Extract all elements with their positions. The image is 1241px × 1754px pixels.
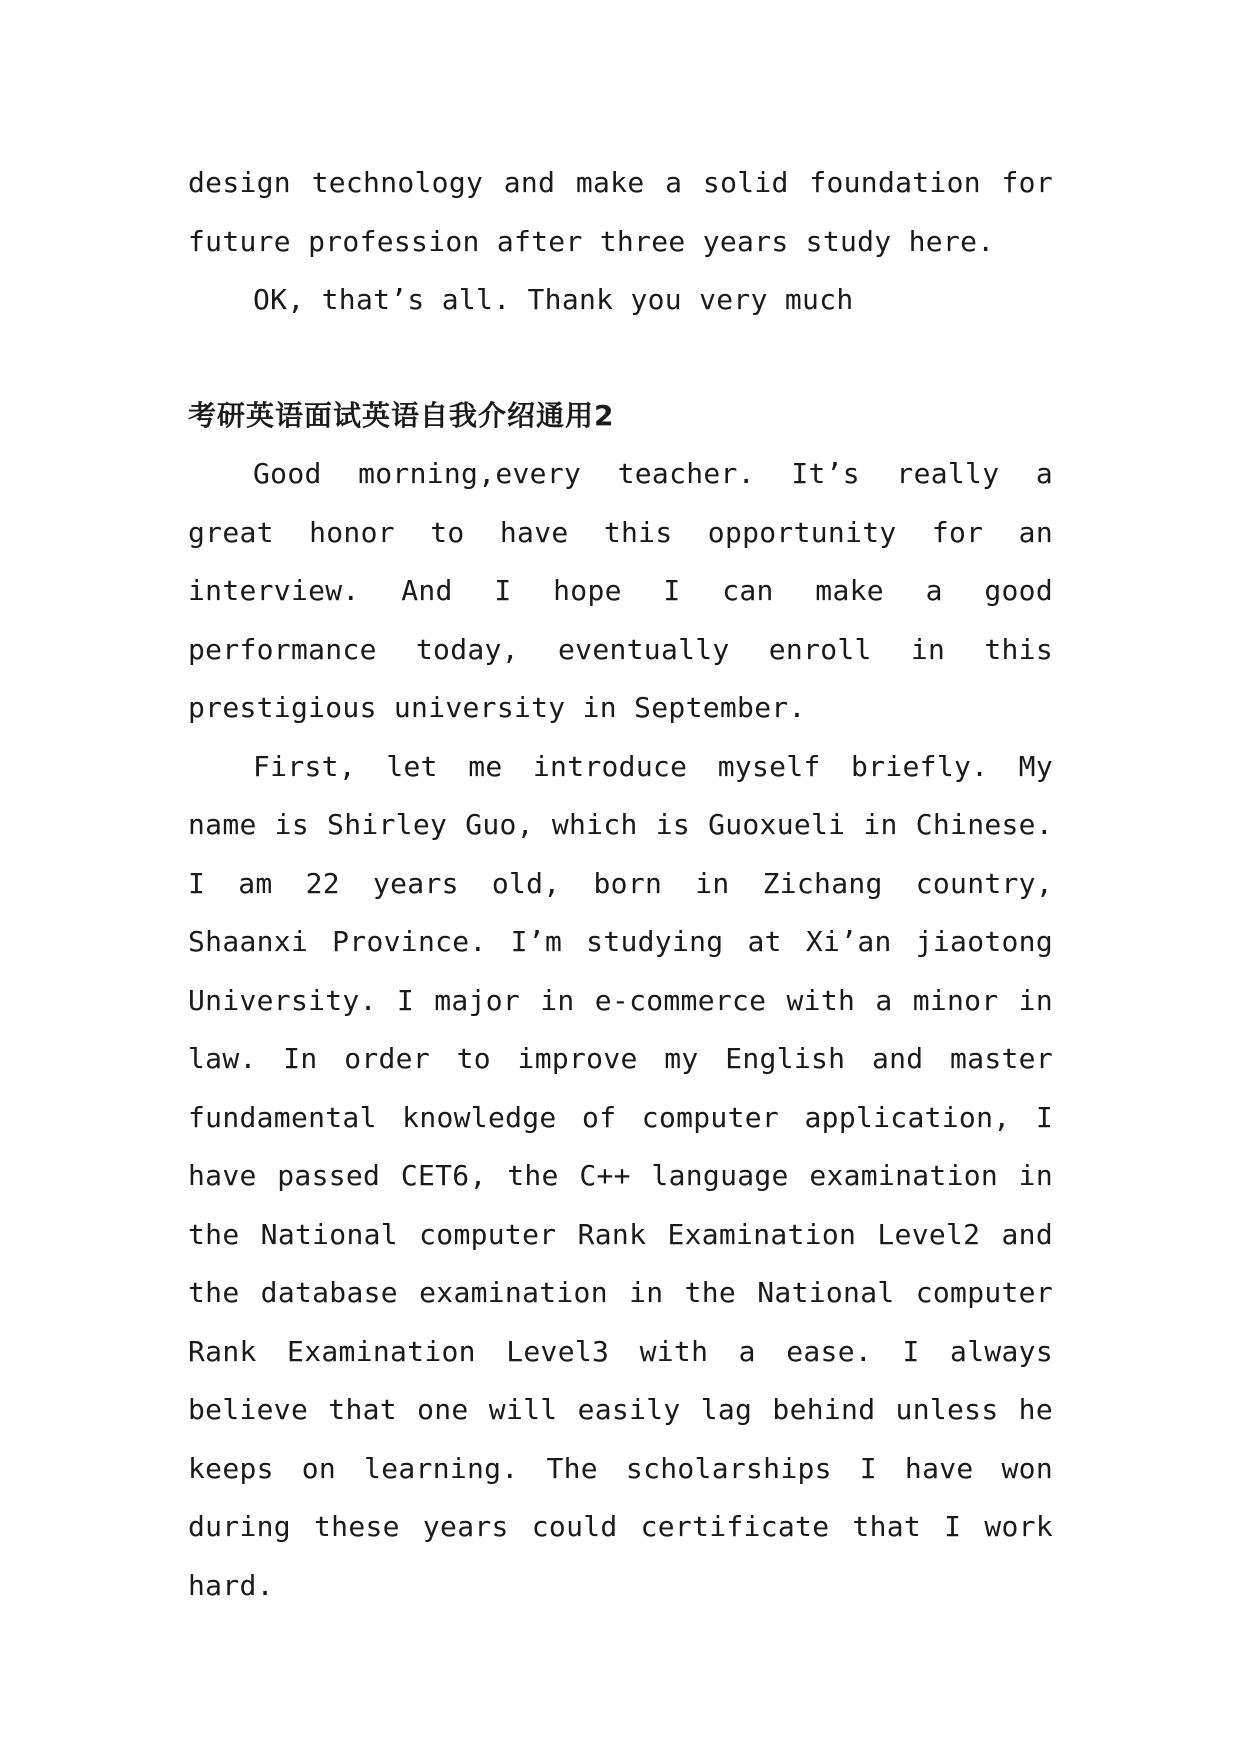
paragraph-closing: OK, that’s all. Thank you very much [253, 283, 854, 316]
paragraph-continuation: design technology and make a solid foundation for future profession after three years study here. [188, 166, 1053, 258]
section-heading: 考研英语面试英语自我介绍通用2 [188, 398, 615, 432]
document-page [188, 154, 1053, 1615]
paragraph-introduction: First, let me introduce myself briefly. My name is Shirley Guo, which is Guoxueli in Chinese. I am 22 years old, born in Zichang country, Shaanxi Province. I’m studying at Xi’an jiaotong University. I major in e-commerce with a minor in law. In order to improve my English and master fundamental knowledge of computer application, I have passed CET6, the C++ language examination in the National computer Rank Examination Level2 and the database examination in the National computer Rank Examination Level3 with a ease. I always believe that one will easily lag behind unless he keeps on learning. The scholarships I have won during these years could certificate that I work hard. [188, 749, 1053, 1602]
paragraph-greeting: Good morning,every teacher. It’s really a great honor to have this opportunity for an interview. And I hope I can make a good performance today, eventually enroll in this prestigious university in September. [188, 457, 1053, 724]
